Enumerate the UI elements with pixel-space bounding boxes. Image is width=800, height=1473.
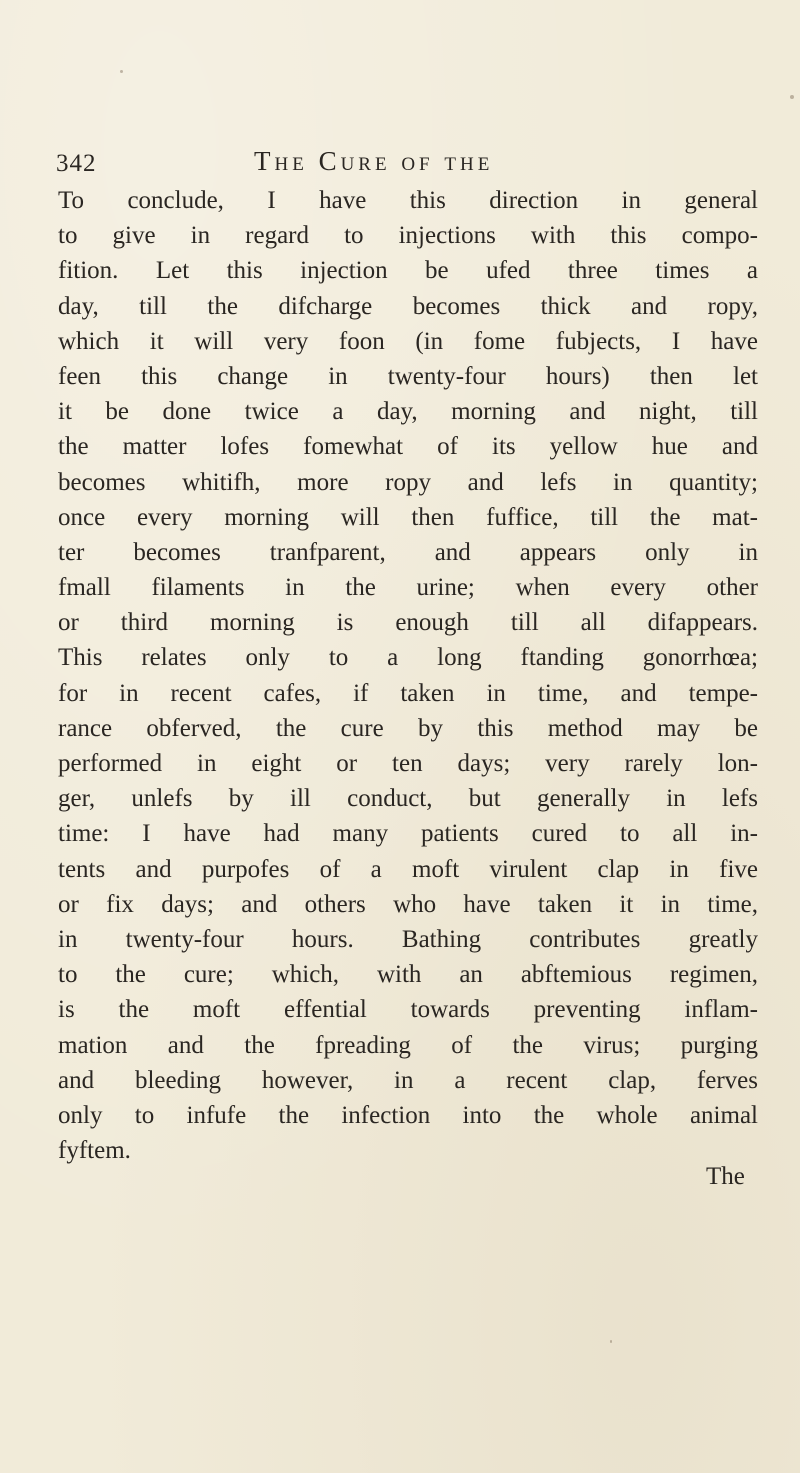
paper-speck [790,95,794,99]
catchword: The [706,1163,745,1190]
text-line: becomes whitifh, more ropy and lefs in quantity; [58,468,758,496]
text-line: it be done twice a day, morning and night, till [58,398,758,426]
text-line: day, till the difcharge becomes thick and ropy, [58,292,758,320]
body-text [58,183,758,1168]
text-line: feen this change in twenty-four hours) then let [58,362,758,390]
text-line: fition. Let this injection be ufed three times a [58,257,758,285]
text-line: is the moft effential towards preventing inflam- [58,996,758,1024]
text-line: This relates only to a long ftanding gonorrhœa; [58,644,758,672]
text-line: or third morning is enough till all difappears. [58,609,758,637]
paper-speck [60,1080,62,1082]
text-line: the matter lofes fomewhat of its yellow hue and [58,433,758,461]
text-line: to the cure; which, with an abftemious regimen, [58,961,758,989]
text-line: ter becomes tranfparent, and appears only in [58,538,758,566]
text-line: mation and the fpreading of the virus; purging [58,1031,758,1059]
text-line: in twenty-four hours. Bathing contributes greatly [58,925,758,953]
text-line: for in recent cafes, if taken in time, and tempe- [58,679,758,707]
page-header [56,146,756,186]
text-line: which it will very foon (in fome fubjects, I have [58,327,758,355]
text-line: and bleeding however, in a recent clap, ferves [58,1066,758,1094]
text-line: tents and purpofes of a moft virulent clap in five [58,855,758,883]
text-line: ger, unlefs by ill conduct, but generally in lefs [58,785,758,813]
running-head: The Cure of the [254,146,494,176]
text-line: once every morning will then fuffice, till the mat- [58,503,758,531]
text-line: time: I have had many patients cured to all in- [58,820,758,848]
text-line: fyftem. [58,1137,131,1165]
paper-speck [120,70,123,73]
text-line: performed in eight or ten days; very rarely lon- [58,750,758,777]
text-line: To conclude, I have this direction in general [58,187,758,214]
text-line: only to infufe the infection into the whole animal [58,1101,758,1129]
text-line: fmall filaments in the urine; when every other [58,574,758,602]
text-line: to give in regard to injections with this compo- [58,222,758,250]
paper-speck [610,1340,612,1343]
page-number: 342 [56,150,97,177]
text-line: or fix days; and others who have taken it in time, [58,890,758,918]
text-line: rance obferved, the cure by this method may be [58,714,758,742]
